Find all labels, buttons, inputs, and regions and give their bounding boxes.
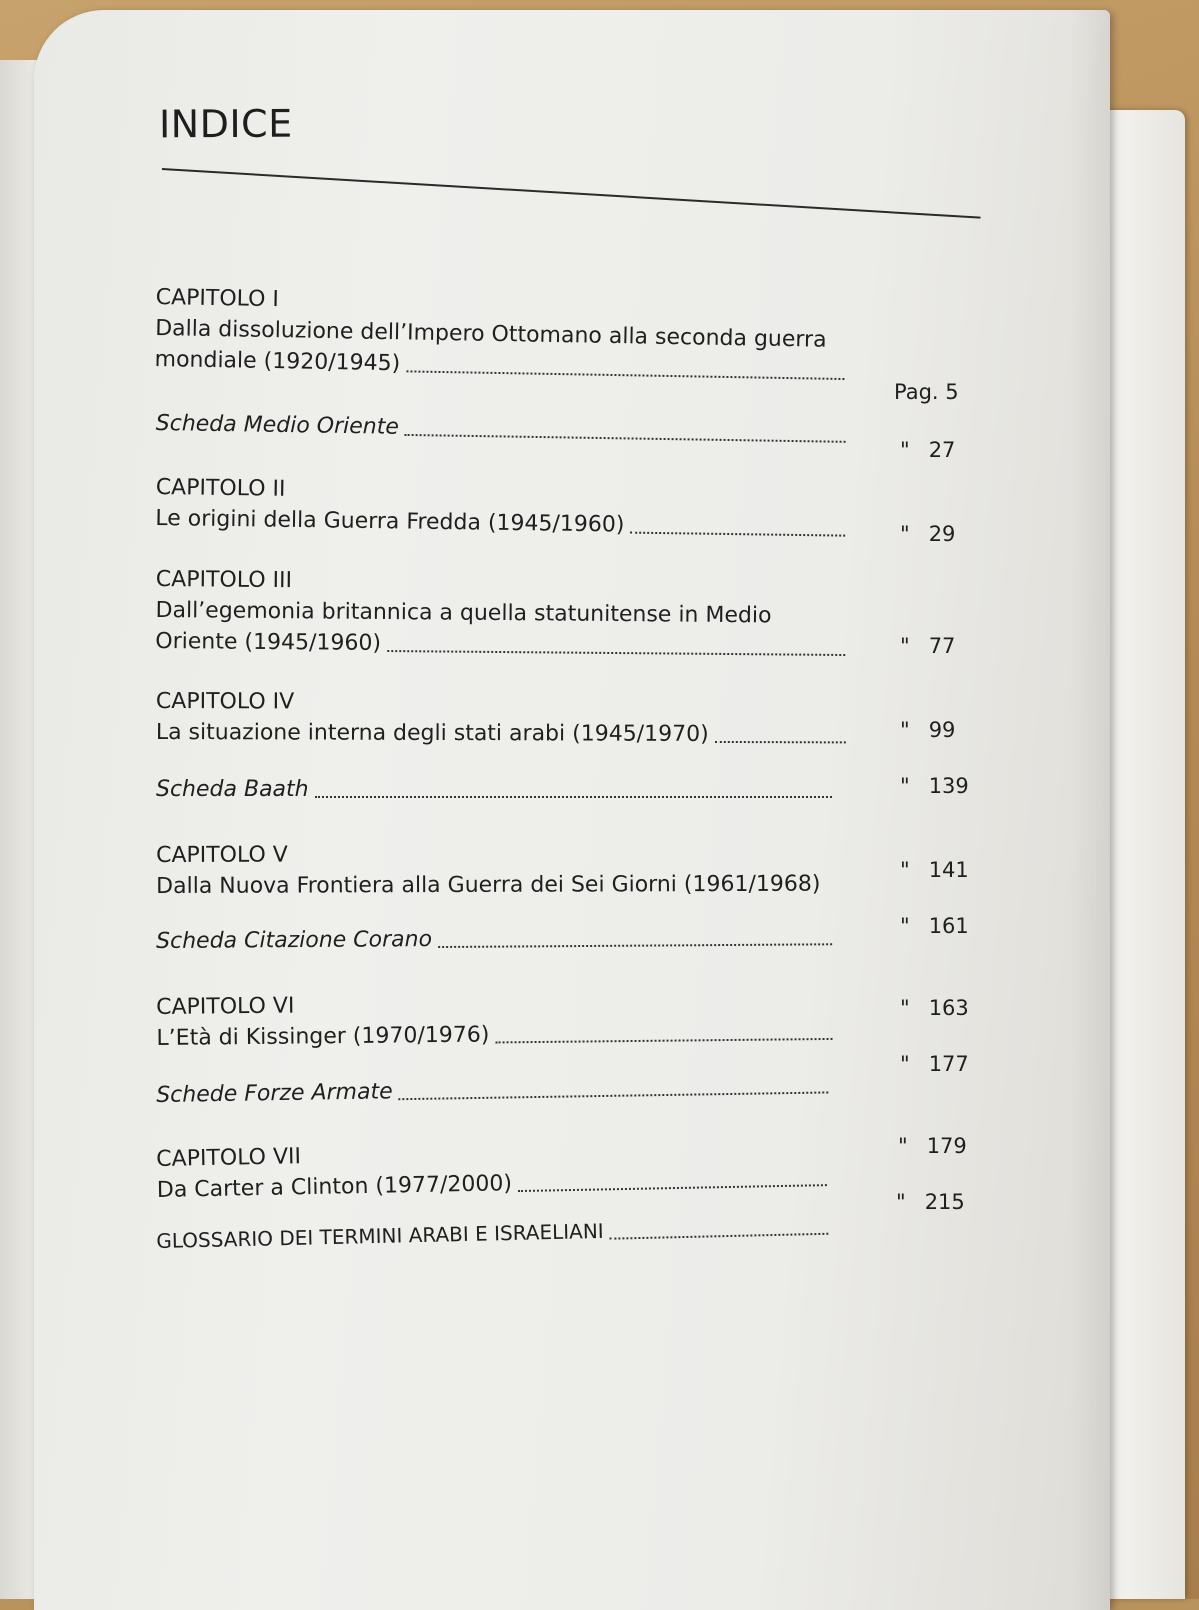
ditto-mark: " xyxy=(900,718,910,742)
page-ref xyxy=(900,438,955,462)
ditto-mark: " xyxy=(900,522,910,546)
heading-rule xyxy=(162,168,981,219)
page-ref xyxy=(900,718,955,742)
chapter-label: CAPITOLO VI xyxy=(156,993,295,1020)
toc-entry-glossario xyxy=(156,1211,829,1257)
page-number: 163 xyxy=(928,996,969,1020)
chapter-label: CAPITOLO V xyxy=(156,842,288,868)
ditto-mark: " xyxy=(900,1052,910,1076)
toc-entry-schede-forze-armate xyxy=(156,1069,828,1111)
page-ref xyxy=(900,634,955,658)
toc-entry-chapter-4 xyxy=(156,686,846,750)
dot-leader xyxy=(715,741,846,743)
page-marker: Pag. xyxy=(894,380,939,404)
toc-entry-chapter-2 xyxy=(155,472,846,544)
entry-title: Dalla Nuova Frontiera alla Guerra dei Sei Giorni (1961/1968) xyxy=(156,871,821,899)
ditto-mark: " xyxy=(898,1134,908,1158)
dot-leader xyxy=(406,370,844,380)
chapter-label: CAPITOLO IV xyxy=(155,689,295,715)
entry-title: L’Età di Kissinger (1970/1976) xyxy=(156,1022,490,1051)
ditto-mark: " xyxy=(900,634,910,658)
dot-leader xyxy=(405,434,846,443)
page-number: 99 xyxy=(928,718,956,742)
toc-entry-chapter-7 xyxy=(156,1131,827,1206)
page-number: 29 xyxy=(928,522,956,546)
dot-leader xyxy=(630,532,845,537)
entry-title: GLOSSARIO DEI TERMINI ARABI E ISRAELIANI xyxy=(156,1218,604,1253)
chapter-label: CAPITOLO III xyxy=(155,566,293,594)
toc-entry-chapter-3 xyxy=(155,564,846,663)
page-number: 161 xyxy=(928,914,969,938)
page-number: 139 xyxy=(928,774,969,798)
entry-title-line: Dall’egemonia britannica a quella statunitense in Medio xyxy=(155,597,772,629)
page-number: 215 xyxy=(924,1190,965,1214)
page-ref xyxy=(900,858,969,882)
page-ref xyxy=(900,1052,969,1076)
ditto-mark: " xyxy=(900,996,910,1020)
page-number: 27 xyxy=(928,438,956,462)
page-number: 177 xyxy=(928,1052,969,1076)
entry-title: La situazione interna degli stati arabi (1945/1970) xyxy=(155,719,709,747)
page-ref xyxy=(900,774,969,798)
toc-entry-scheda-citazione-corano xyxy=(156,921,832,957)
dot-leader xyxy=(495,1038,832,1044)
entry-title-line: Dalla dissoluzione dell’Impero Ottomano alla seconda guerra xyxy=(154,315,827,353)
page-ref xyxy=(894,380,959,404)
toc-entry-scheda-medio-oriente xyxy=(156,408,846,450)
page-ref xyxy=(898,1134,967,1158)
page-ref xyxy=(900,914,969,938)
chapter-label: CAPITOLO VII xyxy=(156,1144,302,1172)
dot-leader xyxy=(315,796,832,798)
page-title: INDICE xyxy=(158,101,293,147)
chapter-label: CAPITOLO I xyxy=(155,284,280,313)
entry-title: Scheda Medio Oriente xyxy=(155,410,400,440)
entry-title: Scheda Baath xyxy=(156,777,309,802)
ditto-mark: " xyxy=(896,1190,906,1214)
dot-leader xyxy=(438,943,832,948)
page-number: 77 xyxy=(928,634,956,658)
toc-entry-chapter-5 xyxy=(156,838,846,902)
page-number: 141 xyxy=(928,858,969,882)
toc-entry-scheda-baath xyxy=(156,774,832,805)
page-number: 5 xyxy=(945,380,959,404)
entry-title: Le origini della Guerra Fredda (1945/1960) xyxy=(155,505,625,538)
entry-title: mondiale (1920/1945) xyxy=(154,346,401,377)
chapter-label: CAPITOLO II xyxy=(155,474,286,502)
ditto-mark: " xyxy=(900,914,910,938)
entry-title: Da Carter a Clinton (1977/2000) xyxy=(156,1171,513,1203)
entry-title: Schede Forze Armate xyxy=(156,1079,393,1108)
dot-leader xyxy=(387,650,845,656)
dot-leader xyxy=(610,1233,829,1240)
toc-entry-chapter-1 xyxy=(154,282,846,387)
entry-title: Scheda Citazione Corano xyxy=(156,927,433,954)
page-ref xyxy=(900,996,969,1020)
dot-leader xyxy=(399,1091,829,1100)
page-number: 179 xyxy=(926,1134,967,1158)
page-ref xyxy=(900,522,955,546)
ditto-mark: " xyxy=(900,858,910,882)
ditto-mark: " xyxy=(900,774,910,798)
ditto-mark: " xyxy=(900,438,910,462)
dot-leader xyxy=(518,1184,827,1192)
page-ref xyxy=(896,1190,965,1214)
book-page xyxy=(34,10,1110,1610)
toc-entry-chapter-6 xyxy=(156,985,833,1054)
entry-title: Oriente (1945/1960) xyxy=(155,628,382,656)
